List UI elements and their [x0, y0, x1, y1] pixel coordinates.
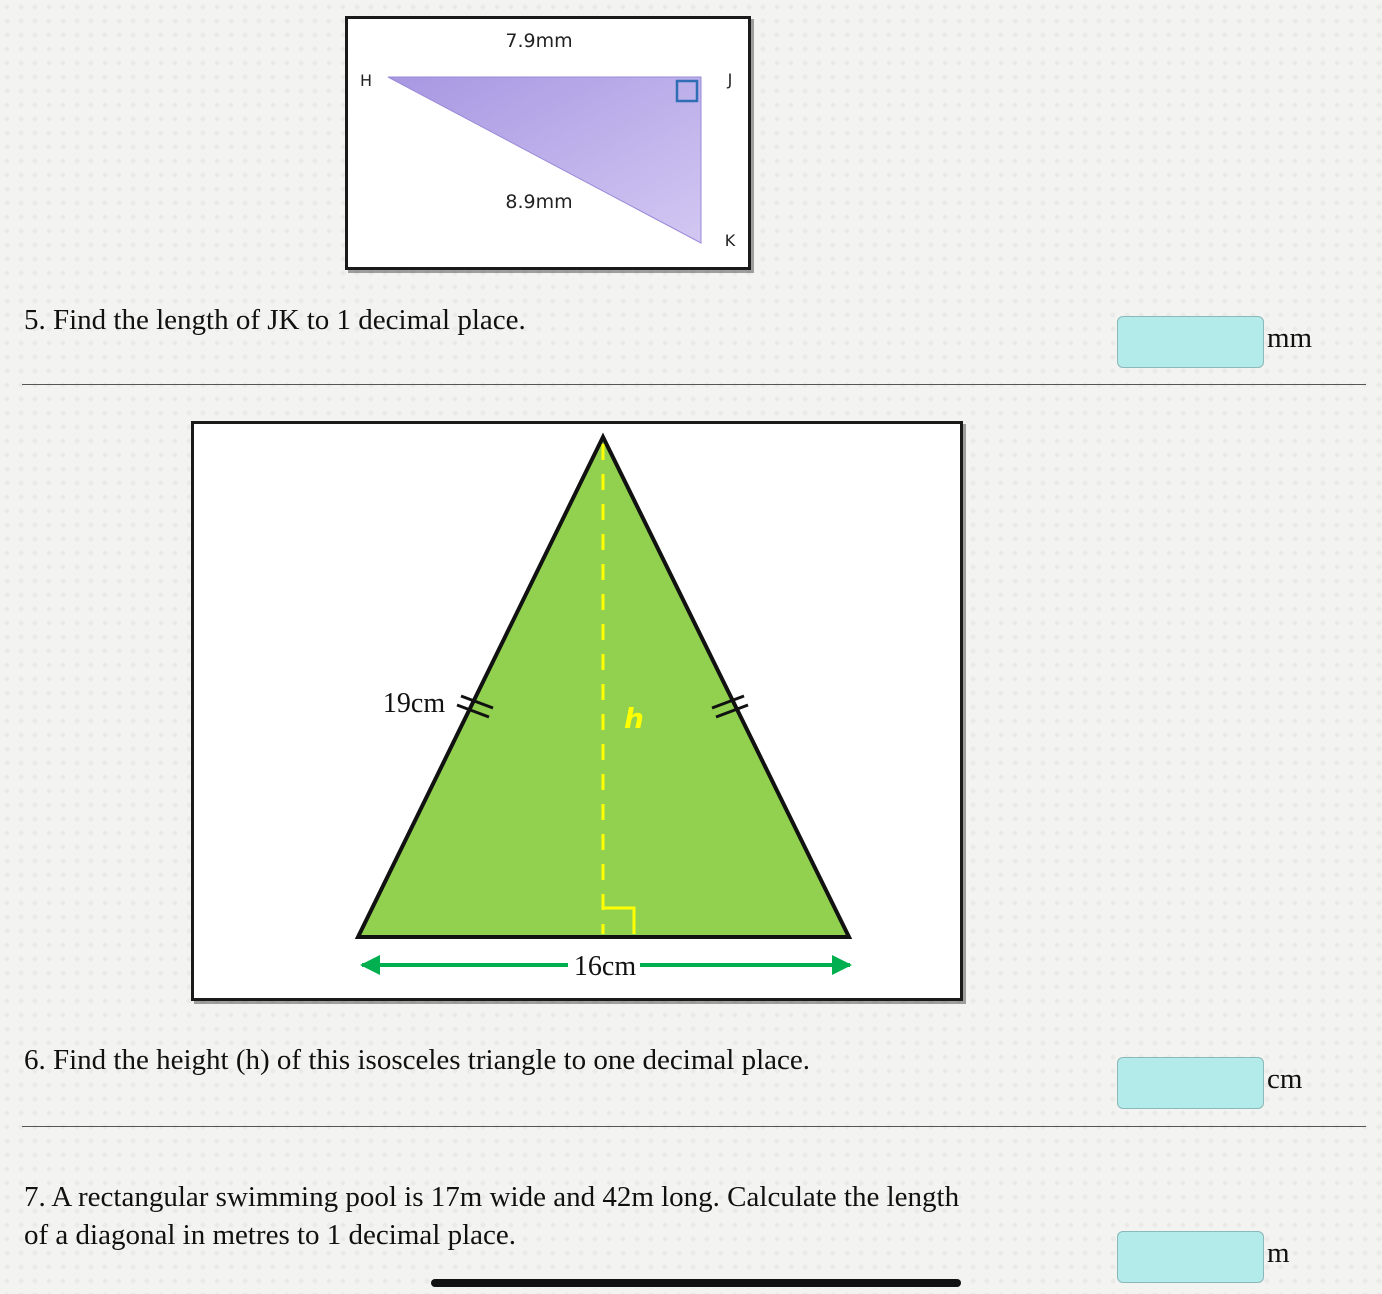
home-indicator-bar[interactable]	[431, 1279, 961, 1287]
q7-question-text-line1: 7. A rectangular swimming pool is 17m wide and 42m long. Calculate the length	[24, 1181, 960, 1213]
q5-unit-label: mm	[1267, 322, 1313, 354]
divider-q6	[22, 1126, 1366, 1127]
label-height: h	[624, 702, 644, 735]
q6-unit-label: cm	[1267, 1063, 1303, 1095]
q6-question-text: 6. Find the height (h) of this isosceles triangle to one decimal place.	[24, 1044, 811, 1076]
label-base-length: 16cm	[573, 951, 637, 982]
right-triangle-hjk	[388, 77, 701, 243]
q5-triangle-figure	[345, 16, 751, 270]
q7-question-text-line2: of a diagonal in metres to 1 decimal place.	[24, 1219, 517, 1251]
label-side-length: 19cm	[382, 688, 446, 719]
q7-unit-label: m	[1267, 1237, 1290, 1269]
label-top-side: 7.9mm	[505, 30, 573, 52]
q5-question-text: 5. Find the length of JK to 1 decimal place.	[24, 304, 526, 336]
vertex-label-k: K	[724, 231, 736, 250]
q7-answer-input[interactable]	[1117, 1231, 1264, 1283]
q6-answer-input[interactable]	[1117, 1057, 1264, 1109]
label-hypotenuse: 8.9mm	[505, 191, 573, 213]
vertex-label-h: H	[359, 71, 373, 90]
q6-triangle-diagram	[194, 424, 960, 998]
q5-triangle-diagram	[348, 19, 748, 267]
divider-q5	[22, 384, 1366, 385]
q5-answer-input[interactable]	[1117, 316, 1264, 368]
vertex-label-j: J	[727, 70, 733, 89]
q6-triangle-figure	[191, 421, 963, 1001]
